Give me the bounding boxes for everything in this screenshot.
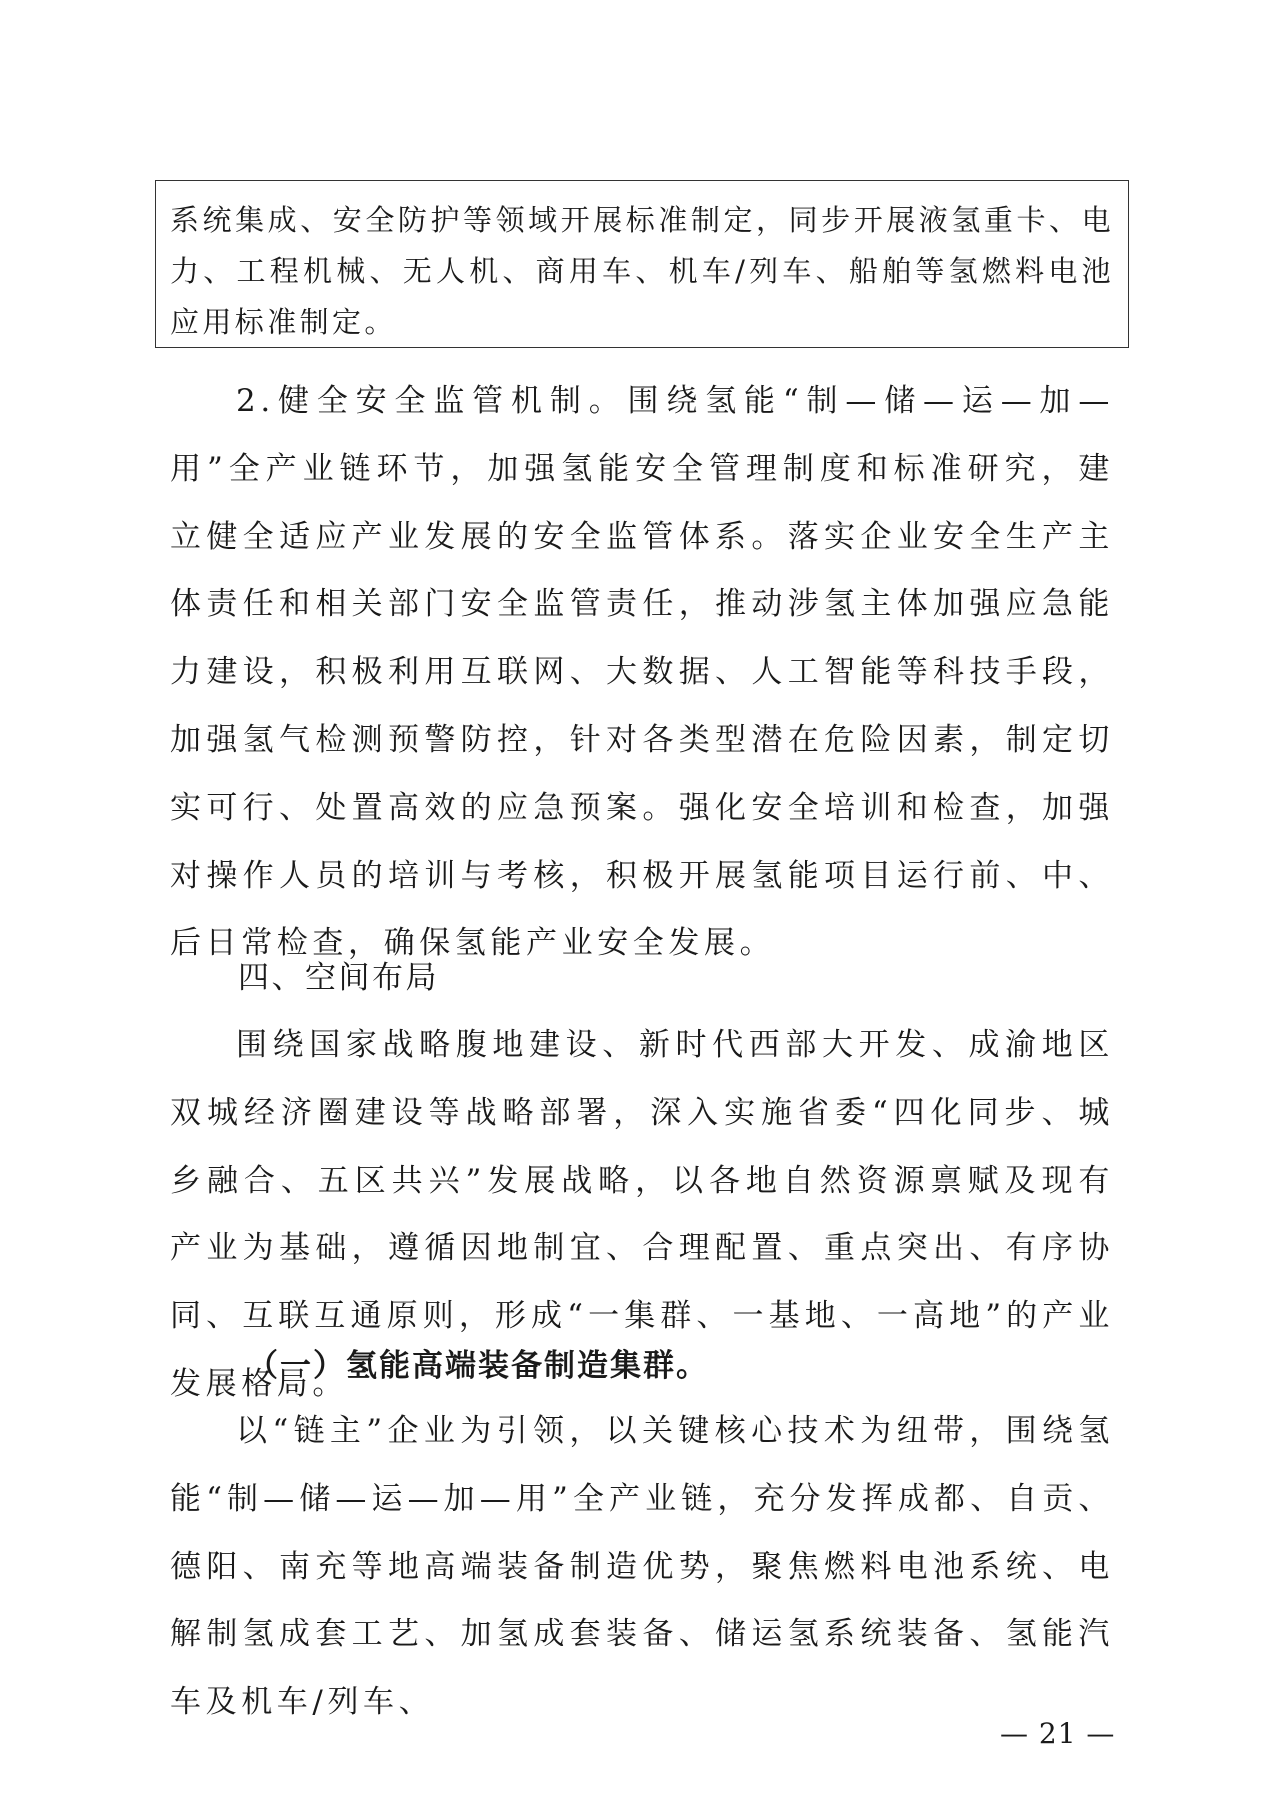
page-number: — 21 — xyxy=(1000,1717,1116,1750)
paragraph-spatial-layout: 围绕国家战略腹地建设、新时代西部大开发、成渝地区双城经济圈建设等战略部署，深入实施省委“四化同步、城乡融合、五区共兴”发展战略，以各地自然资源禀赋及现有产业为基础，遵循因地制宜、合理配置、重点突出、有序协同、互联互通原则，形成“一集群、一基地、一高地”的产业发展格局。 xyxy=(170,1027,1114,1402)
paragraph-equipment-cluster: 以“链主”企业为引领，以关键核心技术为纽带，围绕氢能“制—储—运—加—用”全产业链，充分发挥成都、自贡、德阳、南充等地高端装备制造优势，聚焦燃料电池系统、电解制氢成套工艺、加氢成套装备、储运氢系统装备、氢能汽车及机车/列车、 xyxy=(170,1413,1114,1721)
subsection-heading: （一）氢能高端装备制造集群。 xyxy=(247,1348,709,1384)
section-heading: 四、空间布局 xyxy=(238,960,439,996)
paragraph-safety-supervision: 2.健全安全监管机制。围绕氢能“制—储—运—加—用”全产业链环节，加强氢能安全管理制度和标准研究，建立健全适应产业发展的安全监管体系。落实企业安全生产主体责任和相关部门安全监管责任，推动涉氢主体加强应急能力建设，积极利用互联网、大数据、人工智能等科技手段，加强氢气检测预警防控，针对各类型潜在危险因素，制定切实可行、处置高效的应急预案。强化安全培训和检查，加强对操作人员的培训与考核，积极开展氢能项目运行前、中、后日常检查，确保氢能产业安全发展。 xyxy=(170,383,1114,962)
boxed-note-text: 系统集成、安全防护等领域开展标准制定，同步开展液氢重卡、电力、工程机械、无人机、商用车、机车/列车、船舶等氢燃料电池应用标准制定。 xyxy=(170,203,1114,339)
boxed-note xyxy=(155,180,1129,348)
